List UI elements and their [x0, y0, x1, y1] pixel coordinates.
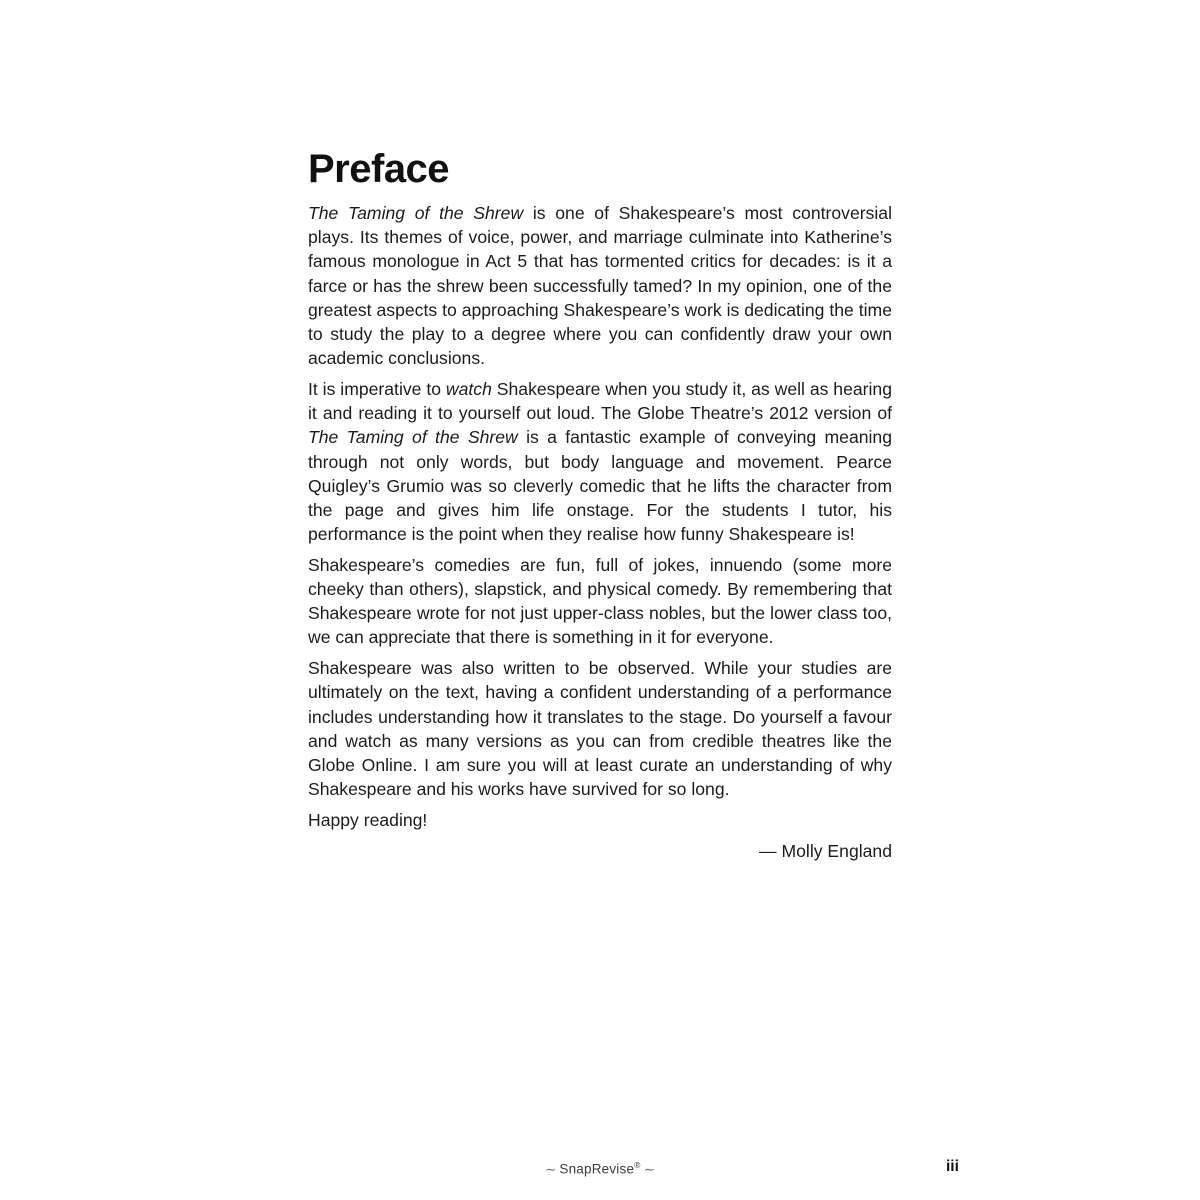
paragraph-4 [308, 656, 892, 801]
text-run: is one of Shakespeare’s most controversial plays. Its themes of voice, power, and marriage culminate into Katherine’s famous monologue in Act 5 that has tormented critics for decades: is it a farce or has the shrew been successfully tamed? In my opinion, one of the greatest aspects to approaching Shakespeare’s work is dedicating the time to study the play to a degree where you can confidently draw your own academic conclusions. [308, 203, 892, 369]
footer-brand [0, 1160, 1200, 1178]
tilde-right: ∼ [643, 1161, 656, 1177]
page-title: Preface [308, 147, 450, 191]
tilde-left: ∼ [544, 1161, 557, 1177]
paragraph-2 [308, 377, 892, 546]
text-run: Shakespeare’s comedies are fun, full of jokes, innuendo (some more cheeky than others), slapstick, and physical comedy. By remembering that Shakespeare wrote for not just upper-class nobles, but the lower class too, we can appreciate that there is something in it for everyone. [308, 554, 892, 648]
paragraph-1 [308, 201, 892, 370]
italic-text-run: The Taming of the Shrew [308, 203, 524, 223]
italic-text-run: The Taming of the Shrew [308, 427, 518, 448]
author-signature: — Molly England [759, 840, 892, 861]
brand-name: SnapRevise [559, 1161, 635, 1177]
preface-body [308, 201, 892, 863]
registered-trademark-mark: ® [634, 1160, 641, 1170]
page-content [308, 149, 892, 869]
text-run: Shakespeare was also written to be observed. While your studies are ultimately on the text, having a confident understanding of a performance includes understanding how it translates to the stage. Do yourself a favour and watch as many versions as you can from credible theatres like the Globe Online. I am sure you will at least curate an understanding of why Shakespeare and his works have survived for so long. [308, 658, 892, 800]
text-run: It is imperative to [308, 378, 446, 399]
text-run: is a fantastic example of conveying meaning through not only words, but body language and movement. Pearce Quigley’s Grumio was so cleverly comedic that he lifts the character from the page and gives him life onstage. For the students I tutor, his performance is the point when they realise how funny Shakespeare is! [308, 427, 893, 545]
closing-line: Happy reading! [308, 809, 428, 830]
italic-text-run: watch [445, 378, 492, 399]
paragraph-3 [308, 553, 892, 650]
page-number: iii [946, 1158, 959, 1175]
text-run: Shakespeare when you study it, as well as hearing it and reading it to yourself out loud. The Globe Theatre’s 2012 version of [308, 378, 892, 424]
